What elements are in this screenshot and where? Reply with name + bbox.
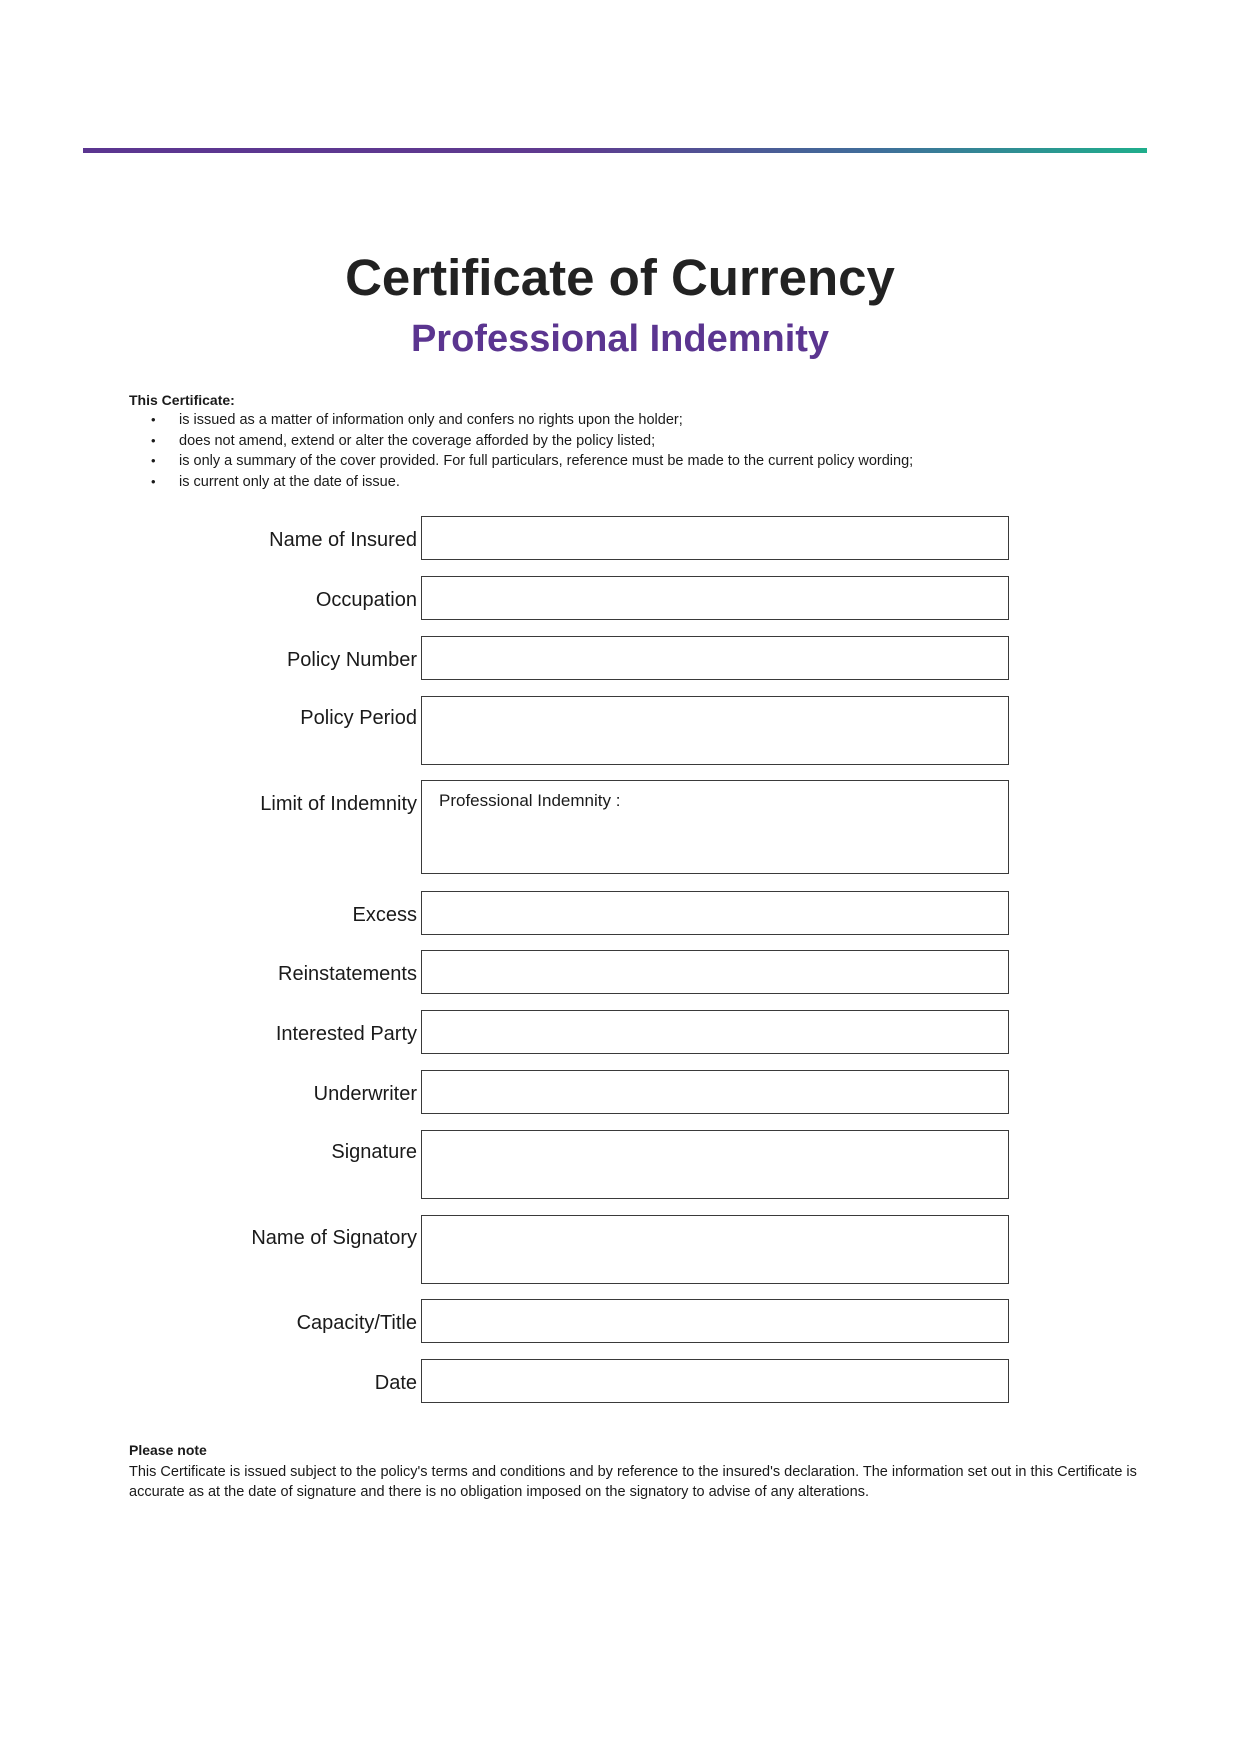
- bullet-text: is current only at the date of issue.: [179, 473, 400, 490]
- bullet-text: is only a summary of the cover provided. For full particulars, reference must be made to the current policy wording;: [179, 453, 914, 469]
- field-label: Limit of Indemnity: [260, 793, 417, 815]
- intro-heading: This Certificate:: [129, 392, 235, 408]
- capacity-title-field[interactable]: [421, 1299, 1009, 1343]
- field-label: Policy Period: [300, 707, 417, 729]
- bullet-icon: •: [151, 453, 156, 468]
- field-label: Interested Party: [275, 1023, 417, 1045]
- bullet-icon: •: [151, 412, 156, 427]
- reinstatements-field[interactable]: [421, 950, 1009, 994]
- bullet-text: is issued as a matter of information only and confers no rights upon the holder;: [179, 412, 683, 428]
- name-of-signatory-field[interactable]: [421, 1215, 1009, 1284]
- name-of-insured-field[interactable]: [421, 516, 1009, 560]
- field-label: Signature: [331, 1141, 417, 1163]
- field-label: Excess: [352, 904, 417, 926]
- field-label: Name of Signatory: [251, 1227, 417, 1249]
- policy-number-field[interactable]: [421, 636, 1009, 680]
- bullet-icon: •: [151, 473, 156, 489]
- note-heading: Please note: [129, 1442, 207, 1458]
- field-label: Occupation: [315, 589, 417, 611]
- bullet-text: does not amend, extend or alter the coverage afforded by the policy listed;: [179, 432, 656, 449]
- field-label: Underwriter: [313, 1083, 417, 1105]
- date-field[interactable]: [421, 1359, 1009, 1403]
- field-label: Name of Insured: [269, 529, 417, 551]
- intro-bullet-list: [129, 410, 913, 492]
- intro-bullet: [129, 451, 913, 472]
- page-title: Certificate of Currency: [345, 249, 895, 306]
- field-label: Policy Number: [286, 649, 417, 671]
- intro-bullet: [129, 472, 913, 493]
- underwriter-field[interactable]: [421, 1070, 1009, 1114]
- intro-bullet: [129, 410, 913, 431]
- policy-period-field[interactable]: [421, 696, 1009, 765]
- field-label: Date: [374, 1372, 417, 1394]
- limit-of-indemnity-field[interactable]: [421, 780, 1009, 874]
- field-value: Professional Indemnity :: [439, 791, 621, 810]
- page-subtitle: Professional Indemnity: [410, 318, 830, 360]
- occupation-field[interactable]: [421, 576, 1009, 620]
- excess-field[interactable]: [421, 891, 1009, 935]
- interested-party-field[interactable]: [421, 1010, 1009, 1054]
- header-gradient-rule: [83, 148, 1147, 153]
- signature-field[interactable]: [421, 1130, 1009, 1199]
- bullet-icon: •: [151, 432, 156, 448]
- intro-bullet: [129, 431, 913, 452]
- note-text: This Certificate is issued subject to the policy's terms and conditions and by reference to the insured's declaration. The information set out in this Certificate is accurate as at the date of signature and there is no obligation imposed on the signatory to advise of any alterations.: [129, 1464, 1137, 1500]
- field-label: Capacity/Title: [296, 1312, 417, 1334]
- field-label: Reinstatements: [278, 963, 417, 985]
